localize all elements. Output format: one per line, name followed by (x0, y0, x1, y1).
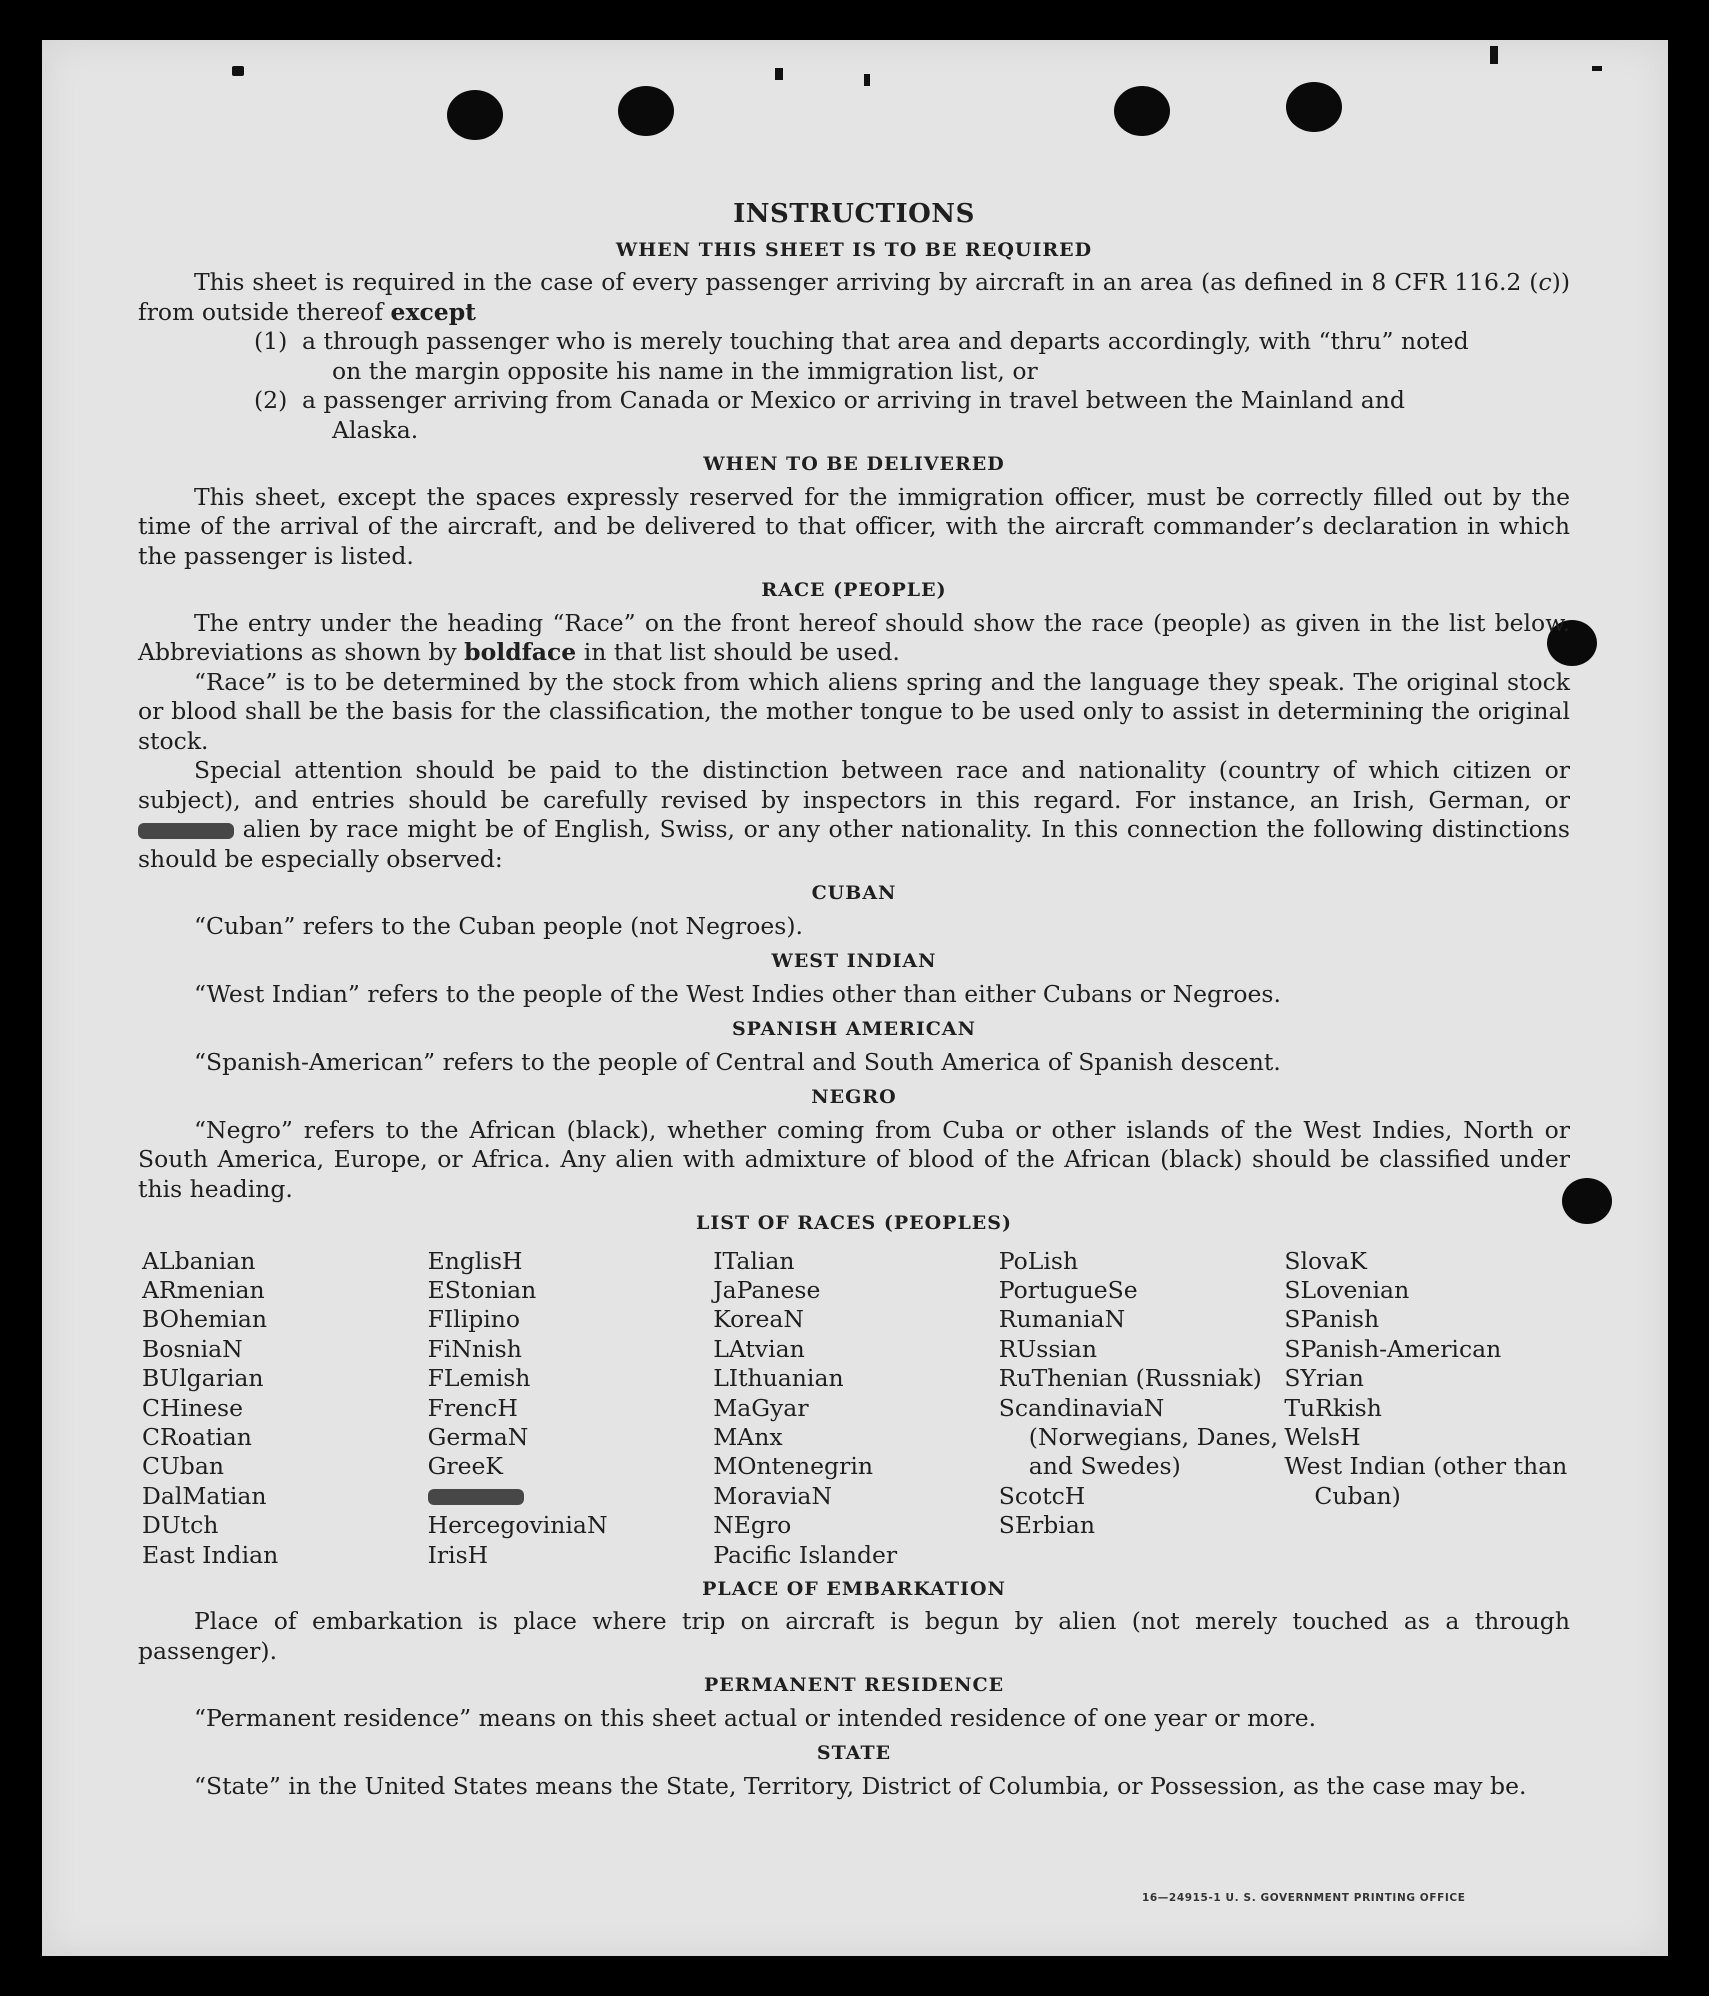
race-paragraph-1: The entry under the heading “Race” on the front hereof should show the race (people) as given in the list below. Abbreviations as shown by boldface in that list should be used. (138, 608, 1570, 666)
race-item: GermaN (427, 1422, 529, 1451)
document-page (42, 40, 1668, 1956)
heading-when-required: WHEN THIS SHEET IS TO BE REQUIRED (615, 238, 1093, 261)
race-item: RuThenian (Russniak) (998, 1364, 1262, 1393)
race-item: SErbian (998, 1511, 1095, 1540)
race-item: ARmenian (142, 1275, 265, 1304)
punch-hole (1114, 86, 1170, 136)
race-item: LIthuanian (713, 1364, 844, 1393)
race-item: IrisH (427, 1540, 489, 1569)
race-item: MoraviaN (713, 1481, 833, 1510)
speck (864, 74, 870, 86)
race-item: BUlgarian (142, 1364, 264, 1393)
heading-spanish-american: SPANISH AMERICAN (731, 1018, 977, 1040)
race-item: RumaniaN (998, 1305, 1126, 1334)
race-item: MaGyar (713, 1393, 809, 1422)
race-item: KoreaN (713, 1305, 804, 1334)
heading-embarkation: PLACE OF EMBARKATION (702, 1577, 1006, 1600)
race-item: BOhemian (142, 1305, 267, 1334)
heading-list-of-races: LIST OF RACES (PEOPLES) (696, 1212, 1012, 1234)
race-item: CRoatian (142, 1422, 252, 1451)
race-item: GreeK (427, 1452, 503, 1481)
race-item: CUban (142, 1452, 224, 1481)
race-item: FiNnish (427, 1334, 522, 1363)
embarkation-body: Place of embarkation is place where trip on aircraft is begun by alien (not merely touched as a through passenger). (138, 1607, 1570, 1665)
race-column-4 (999, 1247, 1285, 1570)
heading-cuban: CUBAN (811, 882, 897, 904)
instructions-content (138, 200, 1570, 1801)
race-item: RUssian (998, 1334, 1098, 1363)
race-item: EStonian (427, 1275, 537, 1304)
page-title: INSTRUCTIONS (733, 199, 975, 229)
negro-body: “Negro” refers to the African (black), whether coming from Cuba or other islands of the West Indies, North or South America, Europe, or Africa. Any alien with admixture of blood of the African (black) should be classified under this heading. (138, 1115, 1570, 1203)
race-item: SPanish-American (1284, 1334, 1502, 1363)
race-item: HercegoviniaN (427, 1511, 608, 1540)
heading-west-indian: WEST INDIAN (771, 950, 937, 972)
race-item: BosniaN (142, 1334, 243, 1363)
race-item: CHinese (142, 1393, 243, 1422)
race-item: FIlipino (427, 1305, 521, 1334)
race-item: ScotcH (998, 1481, 1086, 1510)
race-column-1 (142, 1247, 428, 1570)
race-item: LAtvian (713, 1334, 805, 1363)
speck (232, 66, 244, 76)
race-item: FrencH (427, 1393, 518, 1422)
race-item: NEgro (713, 1511, 792, 1540)
race-column-2 (428, 1247, 714, 1570)
race-item: SLovenian (1284, 1275, 1410, 1304)
race-item: SYrian (1284, 1364, 1364, 1393)
race-column-5 (1284, 1247, 1570, 1570)
race-item: West Indian (other than Cuban) (1284, 1452, 1568, 1510)
race-item: PoLish (998, 1246, 1079, 1275)
race-item-redacted (428, 1482, 714, 1511)
race-item: ALbanian (142, 1246, 256, 1275)
residence-body: “Permanent residence” means on this sheet actual or intended residence of one year or more. (194, 1703, 1317, 1732)
punch-hole (1286, 82, 1342, 132)
race-item: MAnx (713, 1422, 783, 1451)
heading-negro: NEGRO (811, 1086, 897, 1108)
race-item: EnglisH (427, 1246, 523, 1275)
heading-race: RACE (PEOPLE) (761, 579, 947, 601)
race-item: TuRkish (1284, 1393, 1382, 1422)
printing-office-footer: 16—24915-1 U. S. GOVERNMENT PRINTING OFFICE (1142, 1892, 1466, 1904)
race-item: MOntenegrin (713, 1452, 873, 1481)
heading-when-delivered: WHEN TO BE DELIVERED (703, 453, 1005, 475)
speck (1592, 66, 1602, 71)
redaction-mark (428, 1489, 524, 1505)
race-item: Pacific Islander (713, 1540, 898, 1569)
when-delivered-body: This sheet, except the spaces expressly reserved for the immigration officer, must be correctly filled out by the time of the arrival of the aircraft, and be delivered to that officer, with the aircraft commander’s declaration in which the passenger is listed. (138, 482, 1570, 570)
punch-hole (618, 86, 674, 136)
race-item: ScandinaviaN (Norwegians, Danes, and Swedes) (998, 1393, 1279, 1481)
redaction-mark (138, 823, 234, 839)
race-item: DalMatian (142, 1481, 267, 1510)
exception-item: (1) a through passenger who is merely touching that area and departs accordingly, with “thru” noted on the margin opposite his name in the immigration list, or (254, 327, 1469, 385)
race-column-3 (713, 1247, 999, 1570)
heading-state: STATE (816, 1742, 892, 1765)
race-item: SPanish (1284, 1305, 1380, 1334)
race-item: FLemish (427, 1364, 531, 1393)
heading-permanent-residence: PERMANENT RESIDENCE (703, 1674, 1005, 1697)
west-indian-body: “West Indian” refers to the people of the West Indies other than either Cubans or Negroes. (194, 979, 1281, 1008)
race-item: DUtch (142, 1511, 219, 1540)
when-required-body: This sheet is required in the case of every passenger arriving by aircraft in an area (as defined in 8 CFR 116.2 (c)) from outside thereof except (138, 268, 1570, 326)
race-item: PortugueSe (998, 1275, 1138, 1304)
spanish-american-body: “Spanish-American” refers to the people of Central and South America of Spanish descent. (194, 1047, 1281, 1076)
race-item: JaPanese (713, 1275, 821, 1304)
exception-item: (2) a passenger arriving from Canada or Mexico or arriving in travel between the Mainland and Alaska. (254, 386, 1405, 444)
races-list (142, 1247, 1570, 1570)
cuban-body: “Cuban” refers to the Cuban people (not Negroes). (194, 911, 804, 940)
race-item: East Indian (142, 1540, 279, 1569)
race-item: ITalian (713, 1246, 795, 1275)
race-paragraph-2: “Race” is to be determined by the stock from which aliens spring and the language they speak. The original stock or blood shall be the basis for the classification, the mother tongue to be used only to assist in determining the original stock. (138, 667, 1570, 755)
race-paragraph-3: Special attention should be paid to the distinction between race and nationality (country of which citizen or subject), and entries should be carefully revised by inspectors in this regard. For instance, an Irish, German, or alien by race might be of English, Swiss, or any other nationality. In this connection the following distinctions should be especially observed: (138, 756, 1570, 873)
race-item: WelsH (1284, 1422, 1361, 1451)
punch-hole (447, 90, 503, 140)
speck (775, 68, 783, 80)
race-item: SlovaK (1284, 1246, 1367, 1275)
speck (1490, 46, 1498, 64)
state-body: “State” in the United States means the State, Territory, District of Columbia, or Possession, as the case may be. (194, 1771, 1527, 1800)
